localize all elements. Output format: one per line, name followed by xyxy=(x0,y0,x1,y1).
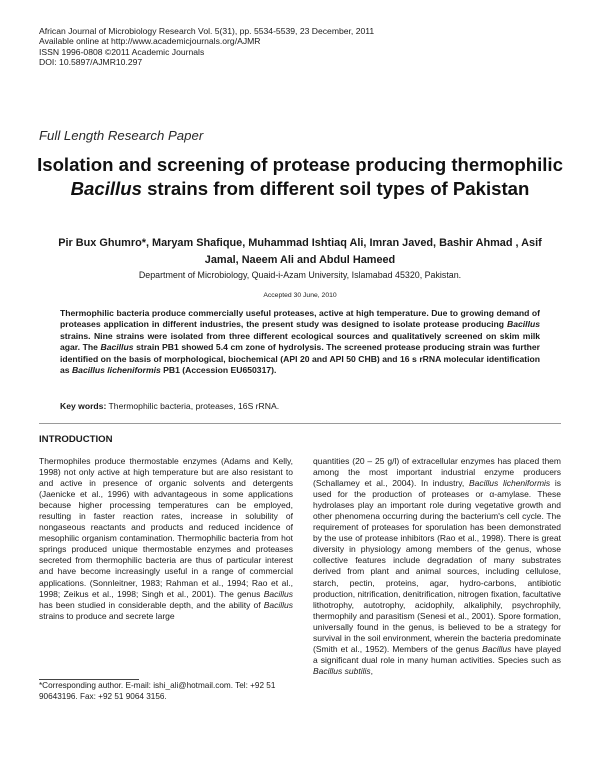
abstract-italic: Bacillus xyxy=(507,319,540,330)
keywords xyxy=(60,401,279,411)
accepted-date: Accepted 30 June, 2010 xyxy=(263,292,337,299)
body-italic: Bacillus xyxy=(263,588,293,599)
body-text: is used for the production of proteases or α-amylase. These hydrolases play an important role during vegetative growth and other phenomena occurring during the bacterium's cell cycle. The requirement of proteases for sporulation has been demonstrated by the use of protease inhibitors (Rao et al., 1998). There is great diversity in physiology among members of the genus, whose collective features include degradation of many substrates derived from plant and animal sources, including cellulose, starch, pectin, proteins, agar, hydro-carbons, antibiotic production, nitrification, denitrification, nitrogen fixation, facultative lithotrophy, autotrophy, acidophily, alkaliphily, psychrophily, thermophily and parasitism (Senesi et al., 2001). Spore formation, universally found in the genus, is believed to be a strategy for survival in the soil environment, wherein the bacteria predominate (Smith et al., 1952). Members of the genus xyxy=(313,478,562,654)
body-text: quantities (20 – 25 g/l) of extracellular enzymes has placed them among the most important industrial enzyme producers (Schallamey et al., 2004). In industry, xyxy=(313,456,561,489)
paper-type: Full Length Research Paper xyxy=(39,128,204,143)
body-italic: Bacillus subtilis xyxy=(313,665,371,676)
body-italic: Bacillus xyxy=(482,643,512,654)
section-divider xyxy=(39,423,561,424)
journal-doi: DOI: 10.5897/AJMR10.297 xyxy=(39,57,143,68)
journal-header xyxy=(39,26,374,68)
journal-url: Available online at http://www.academicjournals.org/AJMR xyxy=(39,36,261,47)
abstract-italic: Bacillus licheniformis xyxy=(71,365,161,376)
paper-title xyxy=(30,153,570,200)
body-text: have played a significant dual role in many human activities. Species such as xyxy=(313,643,561,665)
abstract-text: PB1 (Accession EU650317). xyxy=(160,365,277,376)
author-list: Pir Bux Ghumro*, Maryam Shafique, Muhammad Ishtiaq Ali, Imran Javed, Bashir Ahmad , Asif Jamal, Naeem Ali and Abdul Hameed xyxy=(58,237,542,266)
journal-citation: African Journal of Microbiology Research Vol. 5(31), pp. 5534-5539, 23 December, 2011 xyxy=(39,26,375,36)
abstract-text: Thermophilic bacteria produce commercially useful proteases, active at high temperature. Due to growing demand of proteases application in different industries, the present study was designed to isolate protease producing xyxy=(60,308,540,330)
abstract xyxy=(60,308,540,376)
title-part-2: strains from different soil types of Pakistan xyxy=(141,177,530,199)
title-part-1: Isolation and screening of protease producing thermophilic xyxy=(37,154,563,175)
intro-right-column xyxy=(313,456,561,677)
abstract-text: strain PB1 showed 5.4 cm zone of hydrolysis. The screened protease producing strain was further identified on the basis of morphological, biochemical (API 20 and API 50 CHB) and 16 s rRNA molecular identification as xyxy=(60,342,540,376)
title-italic: Bacillus xyxy=(70,177,142,199)
body-text: has been studied in considerable depth, and the ability of xyxy=(39,599,264,610)
affiliation: Department of Microbiology, Quaid-i-Azam University, Islamabad 45320, Pakistan. xyxy=(138,270,462,280)
intro-left-column xyxy=(39,456,293,622)
body-text: Thermophiles produce thermostable enzymes (Adams and Kelly, 1998) not only active at high temperature but are also resistant to and active in presence of organic solvents and detergents (Jaenicke et al., 1996) with advantageous in some applications because higher processing temperatures can be employed, resulting in faster reaction rates, increase in solubility of nongaseous reactants and products and reduced incidence of mesophilic organism contamination. Thermophilic bacteria from hot springs produced unique thermostable enzymes and proteases secreted from thermophilic bacteria are thus of particular interest and have become increasingly useful in a range of commercial applications. (Sonnleitner, 1983; Rahman et al., 1994; Rao et al., 1998; Zeikus et al., 1998; Singh et al., 2001). The genus xyxy=(39,456,293,599)
body-italic: Bacillus licheniformis xyxy=(468,478,551,489)
abstract-italic: Bacillus xyxy=(100,342,134,353)
body-text: strains to produce and secrete large xyxy=(39,610,175,621)
footnote-rule xyxy=(39,679,139,680)
keywords-label: Key words: xyxy=(60,401,107,411)
body-text: , xyxy=(370,665,374,676)
corresponding-author-footnote: *Corresponding author. E-mail: ishi_ali@hotmail.com. Tel: +92 51 90643196. Fax: +92 51 9064 3156. xyxy=(39,681,276,701)
section-heading: INTRODUCTION xyxy=(39,434,113,445)
journal-issn: ISSN 1996-0808 ©2011 Academic Journals xyxy=(39,46,205,57)
keywords-text: Thermophilic bacteria, proteases, 16S rRNA. xyxy=(106,401,280,411)
body-italic: Bacillus xyxy=(263,599,293,610)
abstract-text: strains. Nine strains were isolated from three different ecological sources and qualitatively screened on skim milk agar. The xyxy=(60,330,540,353)
